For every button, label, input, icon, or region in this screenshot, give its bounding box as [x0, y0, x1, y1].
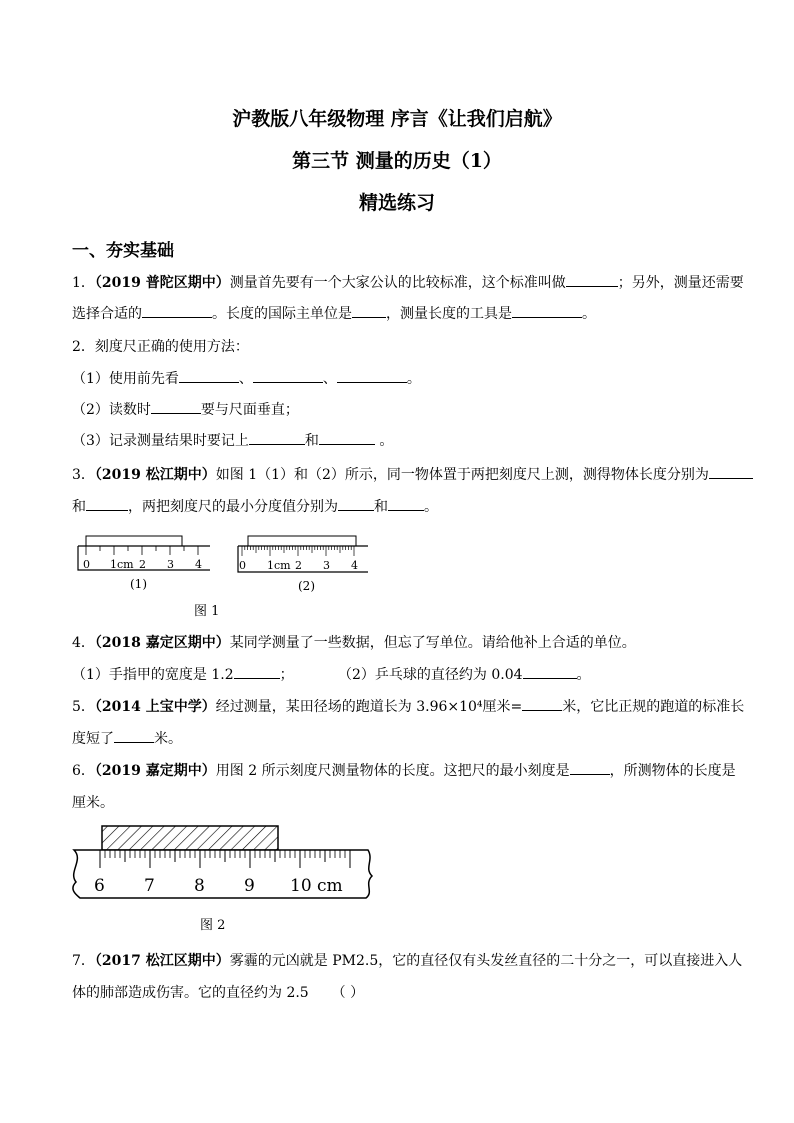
- tick-label: 8: [194, 876, 205, 896]
- question-4-sub-1: （1）手指甲的宽度是 1.2 ；: [72, 664, 294, 684]
- tick-label: 3: [167, 558, 174, 571]
- question-3-line-2: 和 ，两把刻度尺的最小分度值分别为 和 。: [72, 496, 438, 516]
- question-7-line-2: 体的肺部造成伤害。它的直径约为 2.5 （ ）: [72, 985, 365, 1001]
- answer-blank[interactable]: [337, 368, 407, 383]
- measured-object-2: [248, 536, 356, 546]
- tick-label: 4: [351, 559, 358, 572]
- question-3-line-1: 3．（2019 松江期中）如图 1（1）和（2）所示，同一物体置于两把刻度尺上测，测得物体长度分别为: [72, 464, 753, 484]
- question-1-line-1: 1．（2019 普陀区期中）测量首先要有一个大家公认的比较标准，这个标准叫做 ；另外，测量还需要: [72, 272, 744, 292]
- question-2-sub-2: （2）读数时 要与尺面垂直；: [72, 399, 299, 419]
- tick-label: 9: [244, 876, 255, 896]
- question-7-line-1: 7．（2017 松江区期中）雾霾的元凶就是 PM2.5，它的直径仅有头发丝直径的二十分之一，可以直接进入人: [72, 953, 743, 969]
- tick-label: 6: [94, 876, 105, 896]
- figure-1-rulers: [70, 530, 380, 620]
- figure-1-sub-label: (2): [298, 579, 315, 593]
- tick-label: 0: [239, 559, 246, 572]
- answer-blank[interactable]: [86, 496, 128, 511]
- figure-2-ruler: [68, 820, 384, 902]
- question-1-line-2: 选择合适的 。长度的国际主单位是 ，测量长度的工具是 。: [72, 303, 596, 323]
- answer-blank[interactable]: [142, 303, 212, 318]
- subtitle: 精选练习: [358, 192, 435, 214]
- question-2-sub-1: （1）使用前先看 、 、 。: [72, 368, 421, 388]
- section-heading: 一、夯实基础: [72, 241, 174, 261]
- answer-blank[interactable]: [114, 728, 154, 743]
- tick-label: 2: [139, 558, 146, 571]
- tick-label: 3: [323, 559, 330, 572]
- answer-blank[interactable]: [523, 664, 577, 679]
- question-6-line-1: 6．（2019 嘉定期中）用图 2 所示刻度尺测量物体的长度。这把尺的最小刻度是 ，所测物体的长度是: [72, 760, 736, 780]
- answer-blank[interactable]: [179, 368, 239, 383]
- answer-blank[interactable]: [522, 696, 562, 711]
- tick-label: 1cm: [267, 559, 291, 572]
- question-5-line-1: 5．（2014 上宝中学）经过测量，某田径场的跑道长为 3.96×10⁴厘米= 米，它比正规的跑道的标准长: [72, 696, 744, 716]
- answer-blank[interactable]: [319, 430, 375, 445]
- answer-blank[interactable]: [388, 496, 424, 511]
- tick-label: 1cm: [110, 558, 134, 571]
- question-2: 2．刻度尺正确的使用方法：: [72, 339, 249, 355]
- figure-1-sub-label: (1): [130, 577, 147, 591]
- measured-object-1: [86, 536, 182, 546]
- answer-blank[interactable]: [512, 303, 582, 318]
- question-4-sub-2: （2）乒乓球的直径约为 0.04 。: [338, 664, 591, 684]
- tick-label: 2: [295, 559, 302, 572]
- answer-blank[interactable]: [234, 664, 280, 679]
- figure-1-caption: 图 1: [194, 604, 220, 619]
- tick-label: 10 cm: [290, 876, 343, 896]
- tick-label: 0: [83, 558, 90, 571]
- answer-blank[interactable]: [338, 496, 374, 511]
- answer-blank[interactable]: [151, 399, 201, 414]
- page-title: 沪教版八年级物理 序言《让我们启航》: [232, 108, 562, 130]
- answer-blank[interactable]: [253, 368, 323, 383]
- ruler-1: [78, 536, 210, 591]
- ruler-2: [238, 536, 368, 593]
- question-5-line-2: 度短了 米。: [72, 728, 182, 748]
- answer-blank[interactable]: [352, 303, 386, 318]
- question-4: 4．（2018 嘉定区期中）某同学测量了一些数据，但忘了写单位。请给他补上合适的单位。: [72, 635, 636, 651]
- measured-object: [102, 826, 278, 850]
- figure-2-caption: 图 2: [200, 918, 226, 933]
- answer-blank[interactable]: [709, 464, 753, 479]
- tick-label: 7: [144, 876, 155, 896]
- tick-label: 4: [195, 558, 202, 571]
- answer-blank[interactable]: [566, 272, 618, 287]
- answer-blank[interactable]: [570, 760, 610, 775]
- answer-parentheses[interactable]: （ ）: [331, 985, 365, 1001]
- question-6-line-2: 厘米。: [72, 795, 114, 811]
- section-title: 第三节 测量的历史（1）: [292, 150, 502, 172]
- answer-blank[interactable]: [249, 430, 305, 445]
- question-2-sub-3: （3）记录测量结果时要记上 和 。: [72, 430, 393, 450]
